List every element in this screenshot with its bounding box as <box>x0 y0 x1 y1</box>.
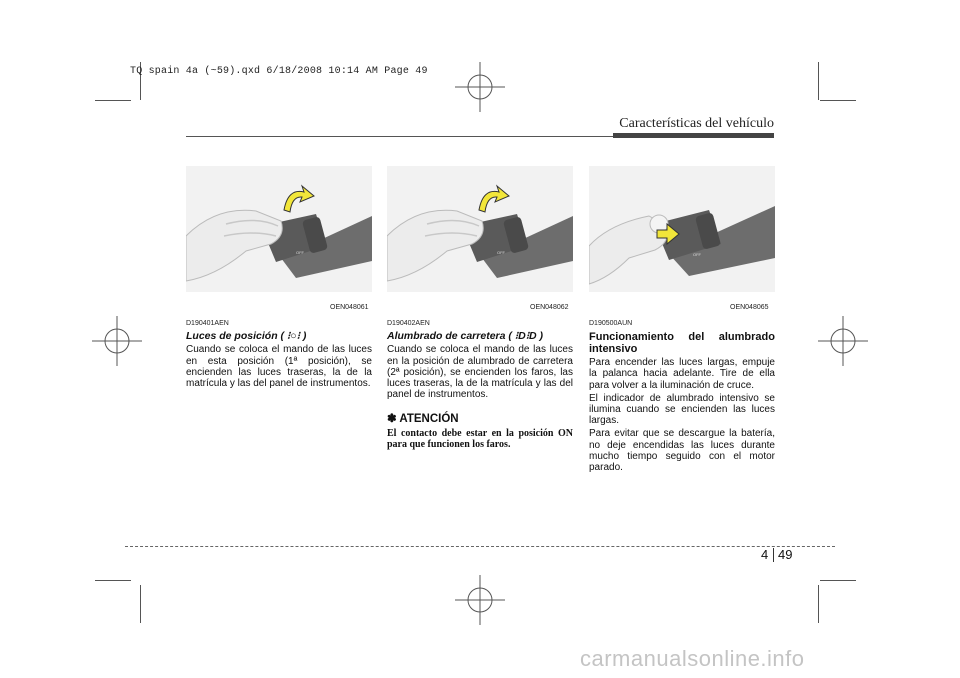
registration-mark-icon <box>92 316 142 366</box>
registration-mark-icon <box>455 575 505 625</box>
figure-code: OEN048065 <box>730 304 769 311</box>
paragraph: Cuando se coloca el mando de las luces en esta posición (1ª posición), se encienden las luces traseras, la de la matrícula y las del panel de instrumentos. <box>186 344 372 390</box>
figure-code: OEN048061 <box>330 304 369 311</box>
rotate-arrow-icon <box>479 186 509 212</box>
heading-high-beam: Funcionamiento del alumbrado intensivo <box>589 331 775 356</box>
attention-title: ✽ ATENCIÓN <box>387 413 459 426</box>
figure-position-lights <box>186 166 372 292</box>
figure-code: OEN048062 <box>530 304 569 311</box>
footer-rule <box>125 546 835 547</box>
crop-mark-icon <box>95 100 131 101</box>
watermark: carmanualsonline.info <box>580 646 805 671</box>
chapter-number: 4 <box>761 547 769 562</box>
column-high-beam <box>589 318 775 473</box>
reference-code: D190500AUN <box>589 320 633 327</box>
crop-mark-icon <box>820 580 856 581</box>
svg-text:OFF: OFF <box>693 252 701 257</box>
column-position-lights <box>186 318 372 389</box>
registration-mark-icon <box>455 62 505 112</box>
figure-high-beam <box>589 166 775 292</box>
reference-code: D190402AEN <box>387 320 430 327</box>
crop-mark-icon <box>140 585 141 623</box>
registration-mark-icon <box>818 316 868 366</box>
paragraph: El indicador de alumbrado intensivo se ilumina cuando se encienden las luces largas. <box>589 392 775 427</box>
svg-text:OFF: OFF <box>497 250 505 255</box>
crop-mark-icon <box>818 62 819 100</box>
header-rule-accent <box>613 133 774 138</box>
attention-text: El contacto debe estar en la posición ON para que funcionen los faros. <box>387 427 573 451</box>
page-separator <box>773 548 774 562</box>
figure-headlights <box>387 166 573 292</box>
svg-text:OFF: OFF <box>296 250 304 255</box>
crop-mark-icon <box>818 585 819 623</box>
crop-mark-icon <box>95 580 131 581</box>
column-headlights <box>387 318 573 451</box>
paragraph: Para evitar que se descargue la batería, no deje encendidas las luces durante mucho tiempo seguido con el motor parado. <box>589 428 775 474</box>
heading-position-lights: Luces de posición ( ⁝○⁝ ) <box>186 330 307 343</box>
crop-mark-icon <box>820 100 856 101</box>
rotate-arrow-icon <box>284 186 314 212</box>
paragraph: Para encender las luces largas, empuje la palanca hacia adelante. Tire de ella para volver a la iluminación de cruce. <box>589 357 775 391</box>
heading-headlights: Alumbrado de carretera ( ⁝D⁝D ) <box>387 330 544 343</box>
paragraph: Cuando se coloca el mando de las luces en la posición de alumbrado de carretera (2ª posición), se encienden los faros, las luces traseras, la de la matrícula y las del panel de instrumentos. <box>387 344 573 401</box>
print-slug: TQ spain 4a (~59).qxd 6/18/2008 10:14 AM Page 49 <box>130 66 428 77</box>
section-title: Características del vehículo <box>619 116 774 131</box>
reference-code: D190401AEN <box>186 320 229 327</box>
page-number: 49 <box>778 547 793 562</box>
